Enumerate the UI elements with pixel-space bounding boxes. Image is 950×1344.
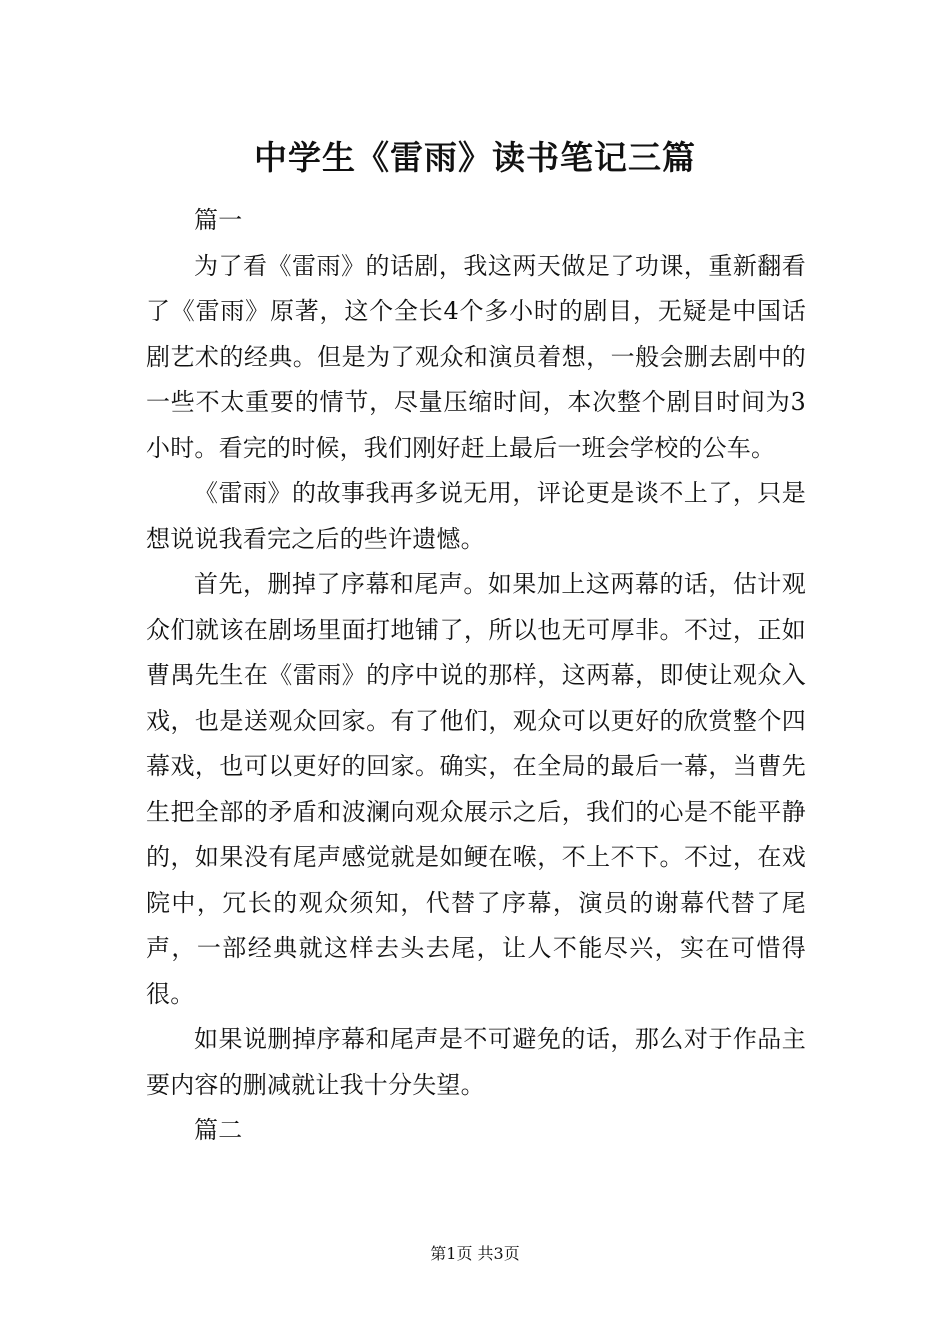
paragraph-3: 首先，删掉了序幕和尾声。如果加上这两幕的话，估计观众们就该在剧场里面打地铺了，所以也无可厚非。不过，正如曹禺先生在《雷雨》的序中说的那样，这两幕，即使让观众入戏，也是送观众回家。有了他们，观众可以更好的欣赏整个四幕戏，也可以更好的回家。确实，在全局的最后一幕，当曹先生把全部的矛盾和波澜向观众展示之后，我们的心是不能平静的，如果没有尾声感觉就是如鲠在喉，不上不下。不过，在戏院中，冗长的观众须知，代替了序幕，演员的谢幕代替了尾声，一部经典就这样去头去尾，让人不能尽兴，实在可惜得很。 — [146, 570, 806, 1008]
paragraph-1: 为了看《雷雨》的话剧，我这两天做足了功课，重新翻看了《雷雨》原著，这个全长4个多小时的剧目，无疑是中国话剧艺术的经典。但是为了观众和演员着想，一般会删去剧中的一些不太重要的情节，尽量压缩时间，本次整个剧目时间为3小时。看完的时候，我们刚好赶上最后一班会学校的公车。 — [146, 251, 806, 462]
section-heading-2: 篇二 — [194, 1116, 243, 1144]
document-title: 中学生《雷雨》读书笔记三篇 — [254, 138, 696, 177]
section-heading-1: 篇一 — [194, 206, 243, 234]
paragraph-4: 如果说删掉序幕和尾声是不可避免的话，那么对于作品主要内容的删减就让我十分失望。 — [146, 1025, 806, 1099]
document-body — [146, 198, 806, 1154]
page-number-footer: 第1页 共3页 — [430, 1244, 520, 1263]
paragraph-2: 《雷雨》的故事我再多说无用，评论更是谈不上了，只是想说说我看完之后的些许遗憾。 — [146, 479, 806, 553]
